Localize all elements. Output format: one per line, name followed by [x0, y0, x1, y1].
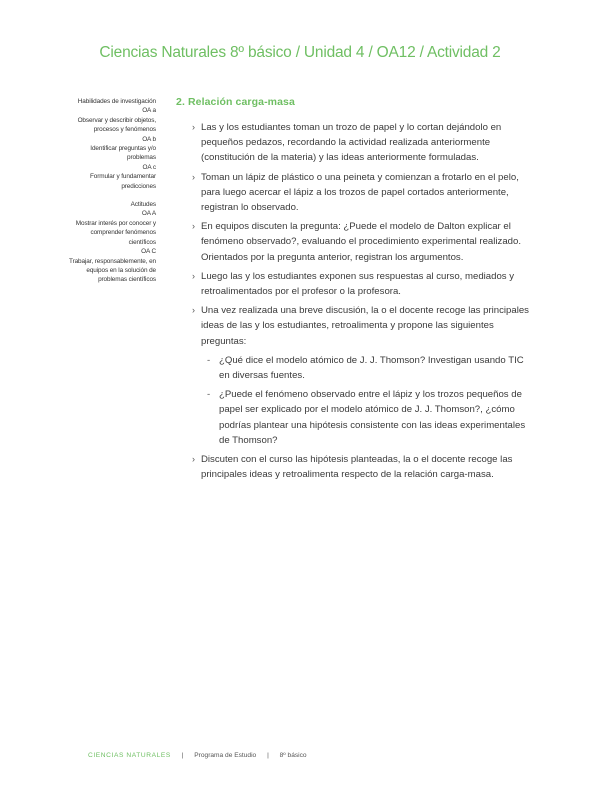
- learning-objectives-sidebar: [62, 97, 156, 285]
- footer-separator: |: [267, 752, 269, 759]
- objective-code: OA b: [142, 135, 156, 143]
- activity-steps: [176, 120, 536, 482]
- activity-content: [176, 96, 536, 486]
- objective-code: OA c: [142, 163, 156, 171]
- objective-text: Mostrar interés por conocer y comprender fenómenos científicos: [75, 219, 156, 246]
- objective-code: OA a: [142, 107, 156, 115]
- sidebar-group-attitudes: [62, 200, 156, 285]
- footer-subject: CIENCIAS NATURALES: [88, 752, 171, 759]
- question-text: ¿Puede el fenómeno observado entre el lápiz y los trozos pequeños de papel ser explicado por el modelo atómico de J. J. Thomson?, ¿cómo podrías plantear una hipótesis consistente con las ideas experimentales de Thomson?: [219, 389, 526, 446]
- chevron-right-icon: ›: [192, 221, 195, 232]
- objective-code: OA A: [141, 210, 156, 218]
- step-text: Toman un lápiz de plástico o una peineta y comienzan a frotarlo en el pelo, para luego acercar el lápiz a los trozos de papel cortados anteriormente, registran lo observado.: [201, 171, 519, 214]
- guiding-question: [207, 353, 536, 383]
- chevron-right-icon: ›: [192, 454, 195, 465]
- activity-step: [176, 120, 536, 166]
- sidebar-group-title: Habilidades de investigación: [77, 98, 156, 105]
- chevron-right-icon: ›: [192, 122, 195, 132]
- sidebar-group-skills: [62, 97, 156, 191]
- activity-step: [176, 269, 536, 299]
- dash-icon: -: [207, 354, 211, 366]
- chevron-right-icon: ›: [192, 270, 195, 281]
- chevron-right-icon: ›: [192, 171, 195, 182]
- dash-icon: -: [207, 389, 211, 401]
- step-text: Las y los estudiantes toman un trozo de papel y lo cortan dejándolo en pequeños pedazos, recordando la actividad realizada anteriormente (constitución de la materia) y las ideas anteriormente formuladas.: [201, 122, 502, 164]
- footer-grade: 8º básico: [279, 752, 307, 759]
- objective-text: Trabajar, responsablemente, en equipos en la solución de problemas científicos: [69, 257, 156, 284]
- chevron-right-icon: ›: [192, 305, 195, 316]
- sidebar-group-title: Actitudes: [130, 201, 156, 209]
- step-text: En equipos discuten la pregunta: ¿Puede el modelo de Dalton explicar el fenómeno observado?, evaluando el procedimiento experimental realizado. Orientados por la pregunta anterior, registran los argumentos.: [201, 221, 521, 263]
- step-text: Discuten con el curso las hipótesis planteadas, la o el docente recoge las principales ideas y retroalimenta respecto de la relación carga-masa.: [201, 454, 513, 481]
- sidebar-spacer: [62, 191, 156, 200]
- activity-step: [176, 452, 536, 482]
- activity-step: [176, 303, 536, 448]
- objective-text: Formular y fundamentar predicciones: [90, 173, 156, 190]
- objective-code: OA C: [141, 248, 156, 256]
- activity-step: [176, 170, 536, 216]
- question-text: ¿Qué dice el modelo atómico de J. J. Thomson? Investigan usando TIC en diversas fuentes.: [219, 354, 524, 382]
- footer-separator: |: [181, 752, 184, 759]
- footer-program: Programa de Estudio: [194, 752, 257, 759]
- step-text: Una vez realizada una breve discusión, la o el docente recoge las principales ideas de las y los estudiantes, retroalimenta y propone las siguientes preguntas:: [201, 305, 529, 347]
- page-footer: [88, 752, 307, 759]
- guiding-questions: [201, 353, 536, 448]
- page-title: Ciencias Naturales 8º básico / Unidad 4 / OA12 / Actividad 2: [99, 44, 501, 61]
- activity-step: [176, 219, 536, 265]
- guiding-question: [207, 387, 536, 448]
- step-text: Luego las y los estudiantes exponen sus respuestas al curso, mediados y retroalimentados por el profesor o la profesora.: [201, 270, 515, 298]
- objective-text: Observar y describir objetos, procesos y fenómenos: [77, 116, 156, 134]
- section-heading: 2. Relación carga-masa: [176, 96, 295, 108]
- objective-text: Identificar preguntas y/o problemas: [90, 145, 156, 162]
